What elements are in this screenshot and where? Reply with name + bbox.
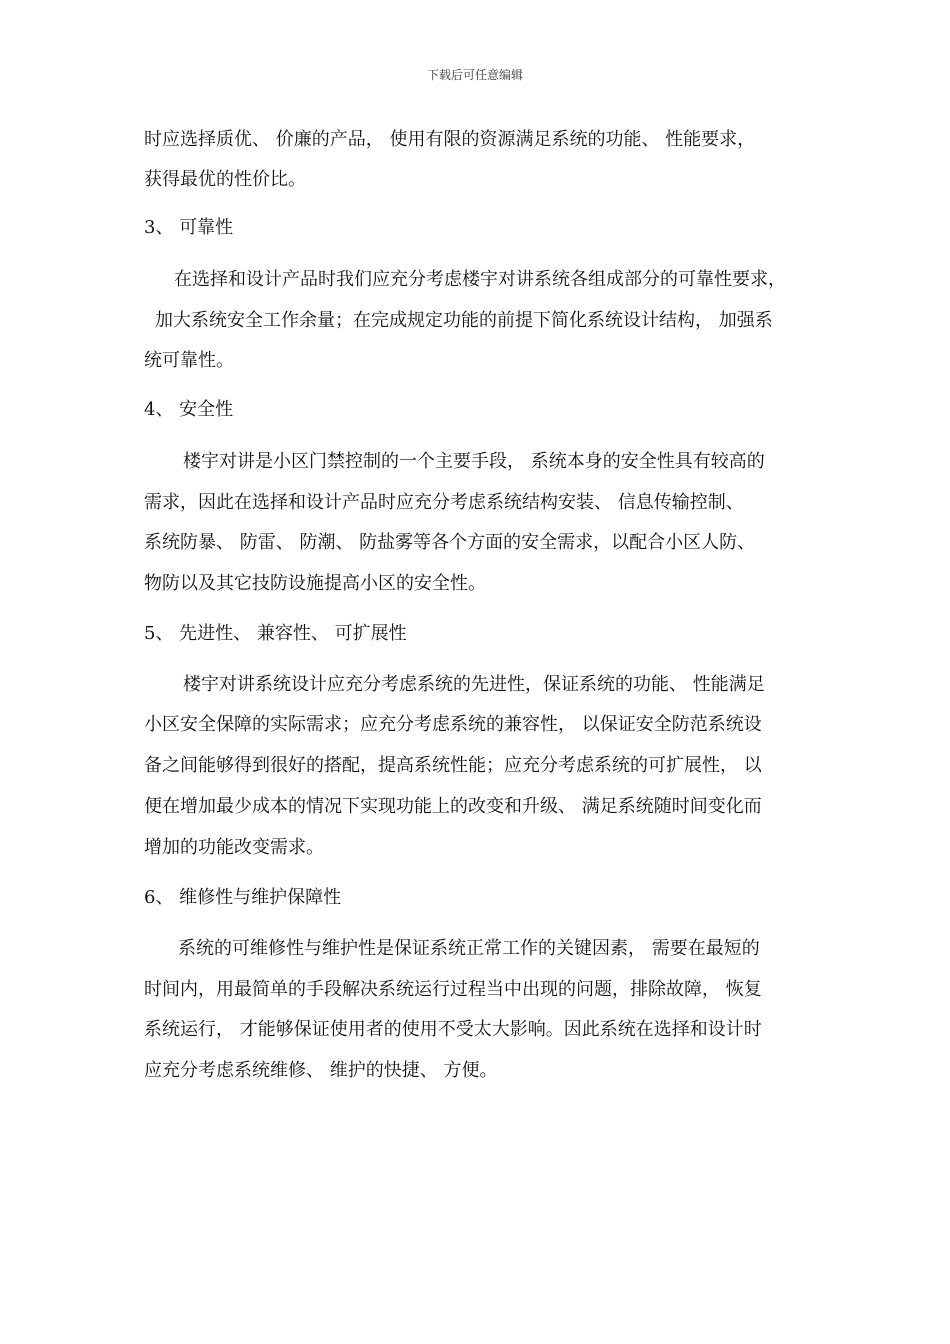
section-heading: 4、 安全性 xyxy=(144,399,234,420)
text-line: 备之间能够得到很好的搭配，提高系统性能；应充分考虑系统的可扩展性， 以 xyxy=(144,755,762,776)
text-line: 应充分考虑系统维修、 维护的快捷、 方便。 xyxy=(144,1060,498,1081)
text-line: 加大系统安全工作余量；在完成规定功能的前提下简化系统设计结构， 加强系 xyxy=(155,310,773,331)
text-line: 需求，因此在选择和设计产品时应充分考虑系统结构安装、 信息传输控制、 xyxy=(144,492,744,513)
section-heading: 3、 可靠性 xyxy=(144,217,234,238)
text-line: 物防以及其它技防设施提高小区的安全性。 xyxy=(144,573,486,594)
section-heading: 5、 先进性、 兼容性、 可扩展性 xyxy=(144,623,407,644)
section-heading: 6、 维修性与维护保障性 xyxy=(144,887,342,908)
text-line: 系统防暴、 防雷、 防潮、 防盐雾等各个方面的安全需求，以配合小区人防、 xyxy=(144,532,756,553)
text-line: 小区安全保障的实际需求；应充分考虑系统的兼容性， 以保证安全防范系统设 xyxy=(144,714,762,735)
text-line: 获得最优的性价比。 xyxy=(144,169,306,190)
text-line: 系统运行， 才能够保证使用者的使用不受太大影响。因此系统在选择和设计时 xyxy=(144,1019,762,1040)
text-line: 楼宇对讲系统设计应充分考虑系统的先进性，保证系统的功能、 性能满足 xyxy=(183,674,765,695)
text-line: 时应选择质优、 价廉的产品， 使用有限的资源满足系统的功能、 性能要求， xyxy=(144,129,756,150)
text-line: 时间内，用最简单的手段解决系统运行过程当中出现的问题，排除故障， 恢复 xyxy=(144,979,762,1000)
text-line: 楼宇对讲是小区门禁控制的一个主要手段， 系统本身的安全性具有较高的 xyxy=(183,451,765,472)
text-line: 便在增加最少成本的情况下实现功能上的改变和升级、 满足系统随时间变化而 xyxy=(144,796,762,817)
text-line: 在选择和设计产品时我们应充分考虑楼宇对讲系统各组成部分的可靠性要求， xyxy=(174,269,786,290)
text-line: 统可靠性。 xyxy=(144,350,234,371)
text-line: 系统的可维修性与维护性是保证系统正常工作的关键因素， 需要在最短的 xyxy=(178,938,760,959)
page-header: 下载后可任意编辑 xyxy=(426,68,523,82)
text-line: 增加的功能改变需求。 xyxy=(144,837,324,858)
